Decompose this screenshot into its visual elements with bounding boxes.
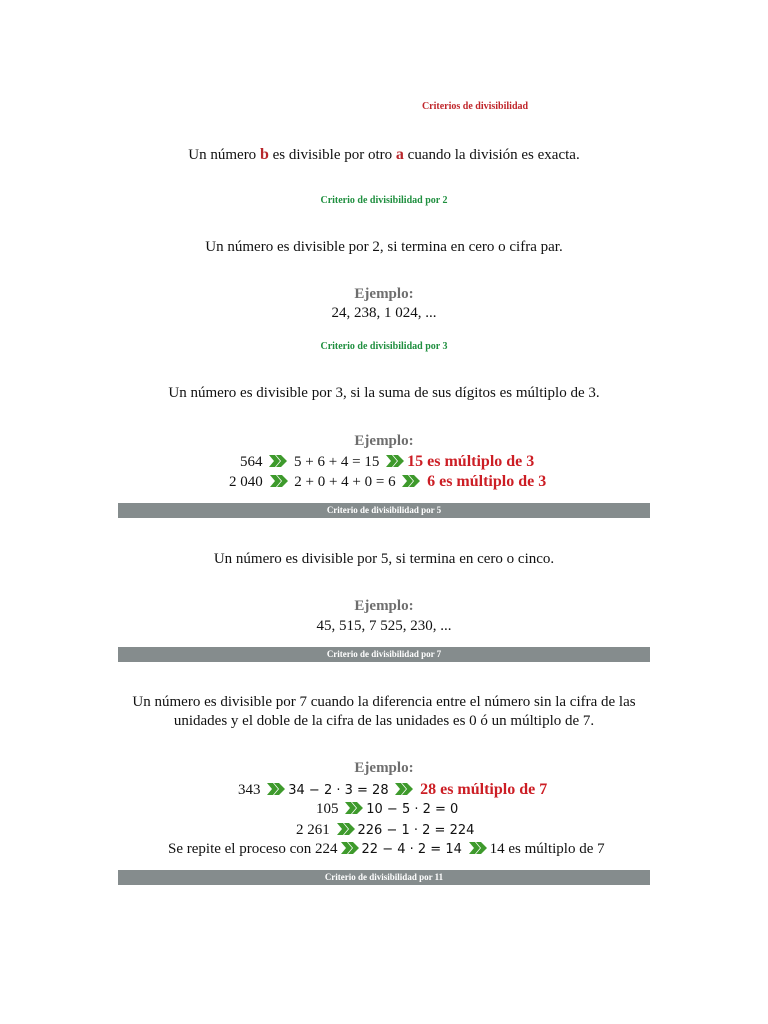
- rule-div-5: Un número es divisible por 5, si termina en cero o cinco.: [213, 551, 555, 567]
- double-chevron-right-icon: [394, 782, 414, 796]
- rule-div-7-line1: Un número es divisible por 7 cuando la diferencia entre el número sin la cifra de las: [132, 694, 636, 710]
- double-chevron-right-icon: [268, 454, 288, 468]
- rule-div-2: Un número es divisible por 2, si termina en cero o cifra par.: [205, 239, 563, 255]
- page-title: Criterios de divisibilidad: [421, 101, 529, 112]
- double-chevron-right-icon: [401, 474, 421, 488]
- example-row: [238, 780, 547, 800]
- result: 15 es múltiplo de 3: [407, 453, 535, 470]
- calc: 22 − 4 · 2 = 14: [361, 842, 462, 857]
- section-bar-div-5: Criterio de divisibilidad por 5: [118, 503, 650, 518]
- example-div-5: 45, 515, 7 525, 230, ...: [316, 618, 452, 634]
- number: Se repite el proceso con 224: [168, 841, 338, 857]
- calc: 226 − 1 · 2 = 224: [357, 823, 475, 838]
- intro-part: cuando la división es exacta.: [403, 147, 580, 163]
- example-label-7: Ejemplo:: [354, 760, 414, 776]
- example-label-3: Ejemplo:: [354, 433, 414, 449]
- intro-text: [0, 145, 768, 165]
- double-chevron-right-icon: [344, 801, 364, 815]
- double-chevron-right-icon: [266, 782, 286, 796]
- heading-div-2: Criterio de divisibilidad por 2: [320, 195, 448, 206]
- number: 343: [238, 782, 261, 798]
- result: 28 es múltiplo de 7: [420, 781, 548, 798]
- section-bar-div-11: Criterio de divisibilidad por 11: [118, 870, 650, 885]
- example-label-5: Ejemplo:: [354, 598, 414, 614]
- example-row: [316, 800, 458, 819]
- var-b: b: [259, 146, 269, 163]
- double-chevron-right-icon: [385, 454, 405, 468]
- number: 2 261: [296, 822, 330, 838]
- double-chevron-right-icon: [468, 841, 488, 855]
- double-chevron-right-icon: [340, 841, 360, 855]
- number: 105: [316, 801, 339, 817]
- var-a: a: [395, 146, 404, 163]
- example-div-2: 24, 238, 1 024, ...: [331, 305, 437, 321]
- rule-div-3: Un número es divisible por 3, si la suma de sus dígitos es múltiplo de 3.: [168, 385, 600, 401]
- double-chevron-right-icon: [336, 822, 356, 836]
- calc: 34 − 2 · 3 = 28: [288, 783, 389, 798]
- example-row: [229, 472, 546, 492]
- intro-part: es divisible por otro: [268, 147, 396, 163]
- example-label-2: Ejemplo:: [354, 286, 414, 302]
- example-row: [296, 821, 474, 840]
- calc: 5 + 6 + 4 = 15: [294, 454, 380, 470]
- double-chevron-right-icon: [269, 474, 289, 488]
- calc: 10 − 5 · 2 = 0: [366, 802, 459, 817]
- number: 2 040: [229, 474, 263, 490]
- heading-div-3: Criterio de divisibilidad por 3: [320, 341, 448, 352]
- rule-div-7-line2: unidades y el doble de la cifra de las unidades es 0 ó un múltiplo de 7.: [173, 713, 595, 729]
- number: 564: [240, 454, 263, 470]
- result: 6 es múltiplo de 3: [427, 473, 547, 490]
- section-bar-div-7: Criterio de divisibilidad por 7: [118, 647, 650, 662]
- example-row: [168, 840, 605, 859]
- example-row: [240, 452, 534, 472]
- result: 14 es múltiplo de 7: [489, 841, 605, 857]
- intro-part: Un número: [188, 147, 260, 163]
- calc: 2 + 0 + 4 + 0 = 6: [294, 474, 396, 490]
